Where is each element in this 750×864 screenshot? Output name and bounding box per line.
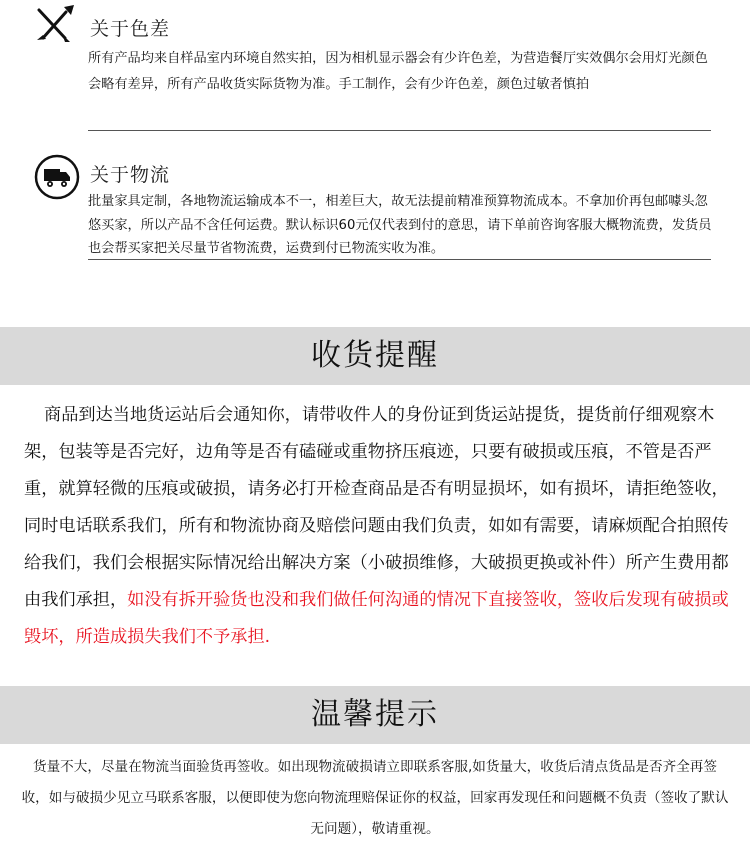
tips-section-title: 温馨提示 (0, 686, 750, 744)
delivery-truck-icon (33, 153, 81, 201)
receipt-section-title: 收货提醒 (0, 327, 750, 385)
tips-section-text: 货量不大，尽量在物流当面验货再签收。如出现物流破损请立即联系客服,如货量大，收货后清点货品是否齐全再签收，如与破损少见立马联系客服，以便即使为您向物流理赔保证你的权益，回家再发现任和问题概不负责（签收了默认无问题），敬请重视。 (21, 759, 729, 837)
logistics-note-divider (88, 259, 711, 260)
logistics-note-text: 批量家具定制，各地物流运输成本不一，相差巨大，故无法提前精准预算物流成本。不拿加价再包邮噱头忽悠买家，所以产品不含任何运费。默认标识60元仅代表到付的意思，请下单前咨询客服大概物流费，发货员也会帮买家把关尽量节省物流费，运费到付已物流实收为准。 (88, 194, 712, 256)
color-note-title: 关于色差 (90, 18, 171, 40)
logistics-note-section (0, 0, 750, 262)
receipt-warning-text: 如没有拆开验货也没和我们做任何沟通的情况下直接签收，签收后发现有破损或毁坏，所造成损失我们不予承担. (24, 590, 729, 647)
logistics-note-title: 关于物流 (90, 164, 171, 186)
receipt-section-text (24, 397, 729, 656)
color-note-text: 所有产品均来自样品室内环境自然实拍，因为相机显示器会有少许色差，为营造餐厅实效偶尔会用灯光颜色会略有差异，所有产品收货实际货物为准。手工制作，会有少许色差，颜色过敏者慎拍 (88, 51, 708, 92)
receipt-normal-text: 商品到达当地货运站后会通知你，请带收件人的身份证到货运站提货，提货前仔细观察木架，包装等是否完好，边角等是否有磕碰或重物挤压痕迹，只要有破损或压痕，不管是否严重，就算轻微的压痕或破损，请务必打开检查商品是否有明显损坏，如有损坏，请拒绝签收，同时电话联系我们，所有和物流协商及赔偿问题由我们负责，如如有需要，请麻烦配合拍照传给我们，我们会根据实际情况给出解决方案（小破损维修，大破损更换或补件）所产生费用都由我们承担， (24, 405, 729, 610)
